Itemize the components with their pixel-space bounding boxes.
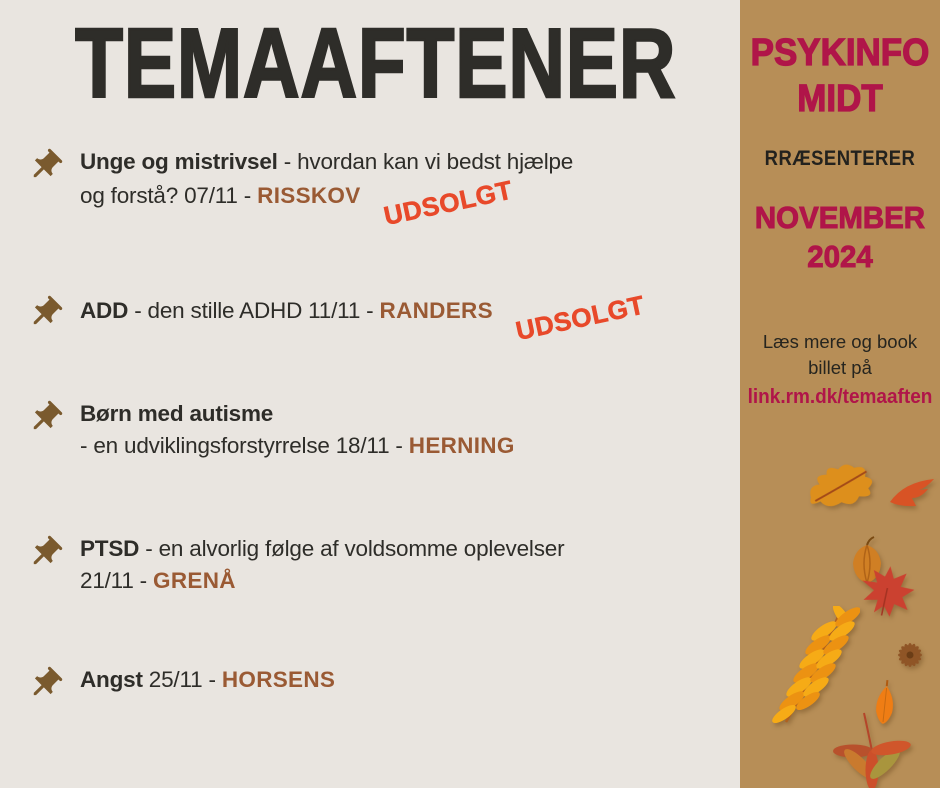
event-city: RANDERS (379, 298, 493, 323)
pushpin-icon (18, 139, 72, 193)
creeper-leaf-icon (826, 706, 916, 788)
event-city: GRENÅ (153, 568, 236, 593)
month-line1: NOVEMBER (754, 200, 926, 235)
event-city: HORSENS (221, 667, 336, 692)
event-item-boern-med-autisme (26, 398, 726, 462)
oak-leaf-icon (803, 456, 882, 517)
event-desc: - en alvorlig følge af voldsomme oplevelser (139, 536, 565, 561)
event-date: 21/11 - (80, 568, 154, 593)
cta-text (740, 329, 940, 381)
event-title: Børn med autisme (80, 401, 274, 426)
brand-line2: MIDT (797, 78, 883, 120)
brand-logo (748, 30, 932, 122)
cta-line1: Læs mere og book (762, 331, 918, 352)
event-date: - en udviklingsforstyrrelse 18/11 - (80, 433, 409, 458)
event-text (80, 664, 335, 696)
pushpin-icon (18, 526, 72, 580)
event-desc: - den stille ADHD 11/11 - (128, 298, 380, 323)
soldout-badge: UDSOLGT (513, 289, 648, 347)
event-desc: - hvordan kan vi bedst hjælpe (277, 149, 574, 174)
event-item-add (26, 289, 726, 347)
soldout-badge: UDSOLGT (380, 174, 515, 232)
page-title (0, 8, 740, 118)
event-text (80, 146, 574, 232)
event-date: og forstå? 07/11 - (80, 183, 258, 208)
event-item-angst (26, 664, 726, 703)
event-title: Angst (80, 667, 143, 692)
event-city: RISSKOV (257, 183, 361, 208)
event-item-unge-og-mistrivsel (26, 146, 726, 232)
page-title-text: TEMAAFTENER (75, 8, 677, 118)
month-line2: 2024 (807, 239, 873, 274)
month-label (745, 198, 935, 276)
red-leaf-fragment-icon (888, 476, 936, 508)
event-item-ptsd (26, 533, 726, 597)
event-date: 25/11 - (142, 667, 222, 692)
event-text (80, 398, 515, 462)
event-title: PTSD (80, 536, 140, 561)
brand-line1: PSYKINFO (750, 32, 930, 74)
pushpin-icon (18, 391, 72, 445)
cta-line2: billet på (808, 357, 872, 378)
event-city: HERNING (408, 433, 515, 458)
event-text (80, 533, 564, 597)
presents-label: RRÆSENTERER (764, 147, 916, 170)
sidebar (740, 0, 940, 788)
pushpin-icon (18, 657, 72, 711)
maple-leaf-icon (855, 560, 920, 622)
event-title: Unge og mistrivsel (80, 149, 278, 174)
pushpin-icon (18, 286, 72, 340)
event-title: ADD (80, 298, 129, 323)
star-anise-icon (892, 638, 928, 672)
booking-link[interactable]: link.rm.dk/temaaften (747, 386, 933, 408)
event-text (80, 289, 648, 347)
